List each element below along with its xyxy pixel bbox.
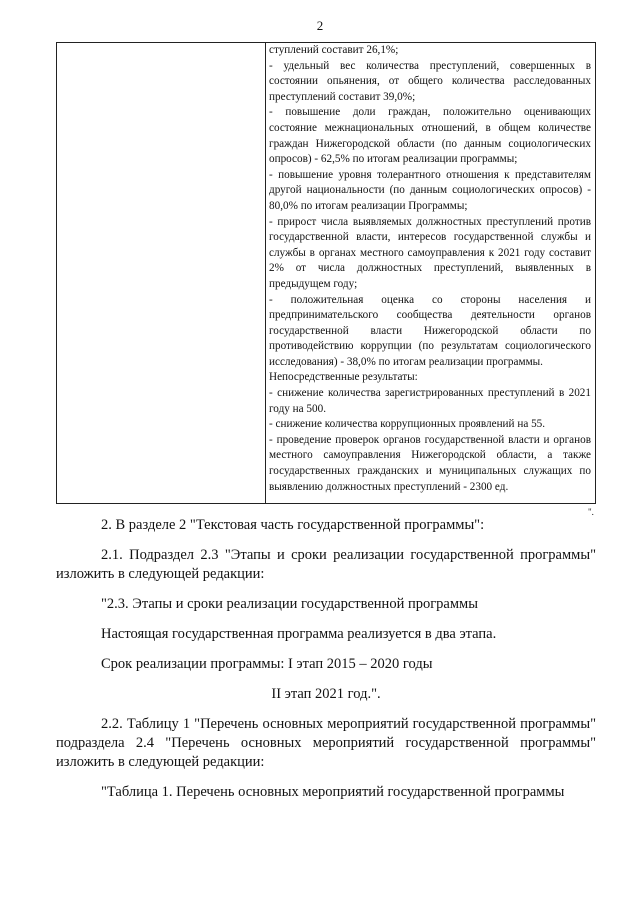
table-line: - снижение количества коррупционных проявлений на 55. [269, 418, 546, 431]
table-line: - удельный вес количества преступлений, совершенных в состоянии опьянения, от общего количества расследованных преступлений составит 39,0%; [269, 59, 591, 103]
paragraph: 2.1. Подраздел 2.3 "Этапы и сроки реализации государственной программы" изложить в следующей редакции: [56, 547, 596, 582]
table-line: - снижение количества зарегистрированных преступлений в 2021 году на 500. [269, 387, 591, 415]
document-body [56, 516, 596, 813]
closing-quote-mark: ". [588, 507, 594, 517]
program-table [56, 42, 596, 504]
table-line: ступлений составит 26,1%; [269, 44, 399, 56]
paragraph: II этап 2021 год.". [271, 686, 381, 702]
table-line: - проведение проверок органов государственной власти и органов местного самоуправления Нижегородской области, а также государственных гражданских и муниципальных служащих по выявлению должностных преступлений - 2300 ед. [269, 433, 591, 493]
paragraph: Настоящая государственная программа реализуется в два этапа. [101, 626, 497, 642]
table-line: - прирост числа выявляемых должностных преступлений против государственной власти, интересов государственной службы и службы в органах местного самоуправления к 2021 году составит 2% от числа должностных преступлений, выявленных в предыдущем году; [269, 215, 591, 290]
table-line: Непосредственные результаты: [269, 371, 418, 384]
paragraph: "2.3. Этапы и сроки реализации государственной программы [101, 596, 478, 612]
page-number: 2 [316, 18, 324, 33]
paragraph: 2.2. Таблицу 1 "Перечень основных мероприятий государственной программы" подраздела 2.4 "Перечень основных мероприятий государственной программы" изложить в следующей редакции: [56, 716, 596, 770]
table-line: - повышение уровня толерантного отношения к представителям другой национальности (по данным социологических опросов) - 80,0% по итогам реализации Программы; [269, 168, 591, 212]
table-line: - повышение доли граждан, положительно оценивающих состояние межнациональных отношений, в общем количестве граждан Нижегородской области (по данным социологических опросов) - 62,5% по итогам реализации программы; [269, 106, 591, 166]
paragraph: Срок реализации программы: I этап 2015 – 2020 годы [101, 656, 433, 672]
table-right-cell [269, 43, 591, 495]
table-column-divider [265, 43, 266, 503]
table-line: - положительная оценка со стороны населения и предпринимательского сообщества деятельности органов государственной власти Нижегородской области по противодействию коррупции (по результатам социологического исследования) - 38,0% по итогам реализации программы. [269, 293, 591, 368]
paragraph: "Таблица 1. Перечень основных мероприятий государственной программы [101, 784, 565, 800]
paragraph: 2. В разделе 2 "Текстовая часть государственной программы": [101, 517, 485, 533]
